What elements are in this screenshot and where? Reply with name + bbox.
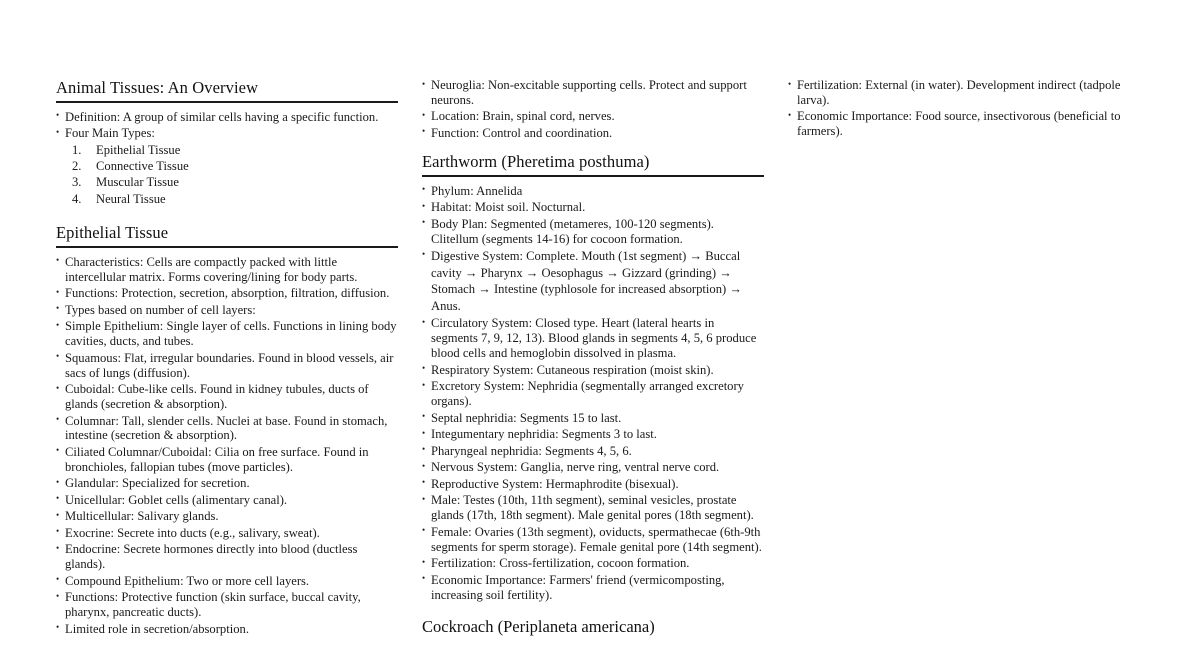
list-item xyxy=(422,493,764,523)
three-column-layout xyxy=(56,78,1135,636)
list-item-text: Reproductive System: Hermaphrodite (bisexual). xyxy=(431,476,679,491)
section-heading: Epithelial Tissue xyxy=(56,223,169,243)
list-item xyxy=(422,363,764,378)
section-heading-cockroach: Cockroach (Periplaneta americana) xyxy=(422,616,655,636)
list-item-text: Characteristics: Cells are compactly packed with little intercellular matrix. Forms covering/lining for body parts. xyxy=(65,254,358,284)
list-item xyxy=(56,110,398,125)
list-item-text: Endocrine: Secrete hormones directly into blood (ductless glands). xyxy=(65,542,358,572)
list-item xyxy=(422,217,764,247)
list-item-text: Nervous System: Ganglia, nerve ring, ventral nerve cord. xyxy=(431,460,720,475)
list-item xyxy=(422,525,764,555)
list-item xyxy=(56,382,398,412)
column-3 xyxy=(788,78,1130,152)
column-1 xyxy=(56,78,398,650)
list-item xyxy=(56,590,398,620)
list-item xyxy=(56,126,398,141)
section-earthworm xyxy=(422,152,764,603)
section-heading-rule xyxy=(56,101,398,103)
bullet-list xyxy=(422,184,764,603)
list-item-text: Fertilization: Cross-fertilization, cocoon formation. xyxy=(431,556,690,571)
list-item-text: Integumentary nephridia: Segments 3 to last. xyxy=(431,427,657,442)
list-item xyxy=(422,184,764,199)
list-item xyxy=(56,509,398,524)
list-item xyxy=(56,351,398,381)
numbered-list-tissue-types xyxy=(56,143,398,207)
list-item xyxy=(422,444,764,459)
column-2 xyxy=(422,78,764,637)
list-item-text: Excretory System: Nephridia (segmentally arranged excretory organs). xyxy=(431,379,744,409)
list-item xyxy=(56,526,398,541)
list-item xyxy=(422,109,764,124)
list-item-text: Female: Ovaries (13th segment), oviducts, spermathecae (6th-9th segments for sperm storage). Female genital pore (14th segment). xyxy=(431,524,762,554)
list-item-text: Circulatory System: Closed type. Heart (lateral hearts in segments 7, 9, 12, 13). Blood glands in segments 4, 5, 6 produce blood cells and hemoglobin dissolved in plasma. xyxy=(431,316,757,361)
list-item xyxy=(56,574,398,589)
numbered-list-item: Epithelial Tissue xyxy=(96,142,181,157)
list-item xyxy=(56,303,398,318)
list-item xyxy=(422,556,764,571)
list-item xyxy=(56,319,398,349)
list-item xyxy=(56,493,398,508)
list-item-text: Four Main Types: xyxy=(65,126,155,141)
list-item-text: Fertilization: External (in water). Development indirect (tadpole larva). xyxy=(797,78,1121,107)
section-heading: Earthworm (Pheretima posthuma) xyxy=(422,151,650,171)
list-item xyxy=(422,126,764,141)
list-item-text: Multicellular: Salivary glands. xyxy=(65,509,219,524)
list-item xyxy=(788,78,1130,108)
list-item xyxy=(422,316,764,361)
list-item-text: Function: Control and coordination. xyxy=(431,125,613,140)
list-item-text: Functions: Protective function (skin surface, buccal cavity, pharynx, pancreatic ducts). xyxy=(65,590,361,620)
list-item-text: Cuboidal: Cube-like cells. Found in kidney tubules, ducts of glands (secretion & absorption). xyxy=(65,382,369,412)
list-item-text: Neuroglia: Non-excitable supporting cells. Protect and support neurons. xyxy=(431,78,747,107)
bullet-list xyxy=(56,255,398,637)
list-item xyxy=(422,200,764,215)
list-item-text: Squamous: Flat, irregular boundaries. Found in blood vessels, air sacs of lungs (diffusion). xyxy=(65,350,394,380)
list-item-text: Ciliated Columnar/Cuboidal: Cilia on free surface. Found in bronchioles, fallopian tubes (move particles). xyxy=(65,444,369,474)
numbered-list-item: Neural Tissue xyxy=(96,191,166,206)
list-item xyxy=(788,109,1130,139)
list-item-text: Limited role in secretion/absorption. xyxy=(65,621,249,636)
list-item xyxy=(56,542,398,572)
list-item-text: Digestive System: Complete. Mouth (1st segment) → Buccal cavity → Pharynx → Oesophagus → Gizzard (grinding) → Stomach → Intestine (typhlosole for increased absorption) → Anus. xyxy=(431,249,742,314)
section-frog-continued xyxy=(788,78,1130,139)
list-item-text: Exocrine: Secrete into ducts (e.g., salivary, sweat). xyxy=(65,525,320,540)
bullet-list xyxy=(56,110,398,141)
list-item xyxy=(56,286,398,301)
list-item-text: Habitat: Moist soil. Nocturnal. xyxy=(431,200,586,215)
numbered-list-item: Connective Tissue xyxy=(96,158,189,173)
list-item-text: Compound Epithelium: Two or more cell layers. xyxy=(65,573,310,588)
list-item xyxy=(422,427,764,442)
list-item-text: Pharyngeal nephridia: Segments 4, 5, 6. xyxy=(431,443,632,458)
bullet-list xyxy=(422,78,764,141)
list-item xyxy=(422,379,764,409)
section-heading: Animal Tissues: An Overview xyxy=(56,78,259,97)
list-item-text: Columnar: Tall, slender cells. Nuclei at base. Found in stomach, intestine (secretion & absorption). xyxy=(65,413,388,443)
list-item xyxy=(422,460,764,475)
list-item-text: Respiratory System: Cutaneous respiration (moist skin). xyxy=(431,362,714,377)
section-heading-rule xyxy=(56,246,398,248)
list-item-text: Economic Importance: Food source, insectivorous (beneficial to farmers). xyxy=(797,109,1121,139)
list-item-text: Economic Importance: Farmers' friend (vermicomposting, increasing soil fertility). xyxy=(431,572,725,602)
list-item xyxy=(56,414,398,444)
numbered-list-item: Muscular Tissue xyxy=(96,175,179,190)
list-item-text: Unicellular: Goblet cells (alimentary canal). xyxy=(65,492,288,507)
list-item xyxy=(56,255,398,285)
list-item xyxy=(56,622,398,637)
bullet-list xyxy=(788,78,1130,139)
list-item-text: Septal nephridia: Segments 15 to last. xyxy=(431,410,622,425)
list-item xyxy=(56,476,398,491)
list-item xyxy=(422,411,764,426)
section-epithelial-tissue xyxy=(56,223,398,637)
list-item-text: Male: Testes (10th, 11th segment), seminal vesicles, prostate glands (17th, 18th segment). Male genital pores (18th segment). xyxy=(431,493,754,523)
list-item-text: Definition: A group of similar cells having a specific function. xyxy=(65,109,379,124)
list-item-text: Types based on number of cell layers: xyxy=(65,302,256,317)
section-neural-tissue-continued xyxy=(422,78,764,141)
list-item xyxy=(422,573,764,603)
list-item xyxy=(422,477,764,492)
section-heading-rule xyxy=(422,175,764,177)
list-item-text: Glandular: Specialized for secretion. xyxy=(65,476,250,491)
list-item xyxy=(56,445,398,475)
section-animal-tissues-overview xyxy=(56,78,398,207)
list-item-text: Location: Brain, spinal cord, nerves. xyxy=(431,109,615,124)
list-item-text: Simple Epithelium: Single layer of cells. Functions in lining body cavities, ducts, and tubes. xyxy=(65,319,397,349)
list-item-text: Functions: Protection, secretion, absorption, filtration, diffusion. xyxy=(65,286,390,301)
list-item-text: Body Plan: Segmented (metameres, 100-120 segments). Clitellum (segments 14-16) for cocoon formation. xyxy=(431,216,714,246)
list-item xyxy=(422,78,764,108)
list-item-text: Phylum: Annelida xyxy=(431,183,523,198)
list-item xyxy=(422,248,764,315)
